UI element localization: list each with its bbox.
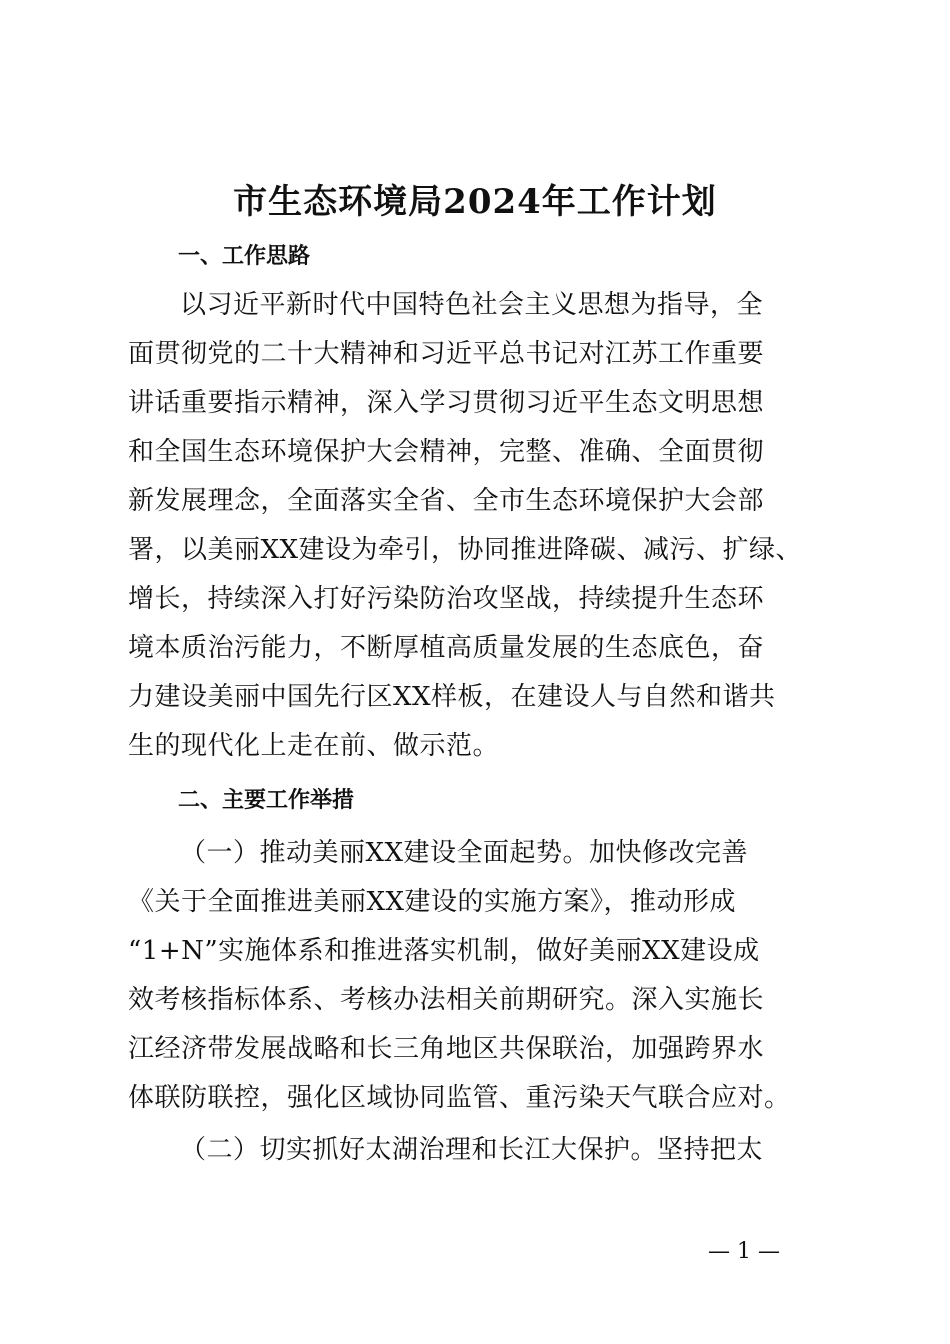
paragraph-line: 增长，持续深入打好污染防治攻坚战，持续提升生态环 [128, 584, 765, 614]
paragraph-line: 体联防联控，强化区域协同监管、重污染天气联合应对。 [128, 1083, 791, 1113]
paragraph-line: 力建设美丽中国先行区XX样板，在建设人与自然和谐共 [128, 682, 776, 712]
paragraph-line: 面贯彻党的二十大精神和习近平总书记对江苏工作重要 [128, 339, 765, 369]
paragraph-line: “1+N”实施体系和推进落实机制，做好美丽XX建设成 [128, 936, 760, 966]
paragraph-line: 署，以美丽XX建设为牵引，协同推进降碳、减污、扩绿、 [128, 535, 803, 565]
paragraph-line: 《关于全面推进美丽XX建设的实施方案》，推动形成 [128, 887, 737, 917]
section-heading-2: 二、主要工作举措 [178, 788, 355, 813]
section-heading-1: 一、工作思路 [178, 244, 311, 269]
paragraph-line: 讲话重要指示精神，深入学习贯彻习近平生态文明思想 [128, 388, 765, 418]
paragraph-line: 以习近平新时代中国特色社会主义思想为指导，全 [180, 290, 764, 320]
paragraph-line: （一）推动美丽XX建设全面起势。加快修改完善 [180, 838, 749, 868]
paragraph-line: 新发展理念，全面落实全省、全市生态环境保护大会部 [128, 486, 765, 516]
page-number: — 1 — [708, 1239, 780, 1264]
paragraph-line: 生的现代化上走在前、做示范。 [128, 731, 500, 761]
paragraph-line: 和全国生态环境保护大会精神，完整、准确、全面贯彻 [128, 437, 765, 467]
paragraph-line: （二）切实抓好太湖治理和长江大保护。坚持把太 [180, 1135, 764, 1165]
document-title: 市生态环境局2024年工作计划 [233, 182, 717, 222]
paragraph-line: 境本质治污能力，不断厚植高质量发展的生态底色，奋 [128, 633, 765, 663]
paragraph-line: 效考核指标体系、考核办法相关前期研究。深入实施长 [128, 985, 765, 1015]
paragraph-line: 江经济带发展战略和长三角地区共保联治，加强跨界水 [128, 1034, 765, 1064]
